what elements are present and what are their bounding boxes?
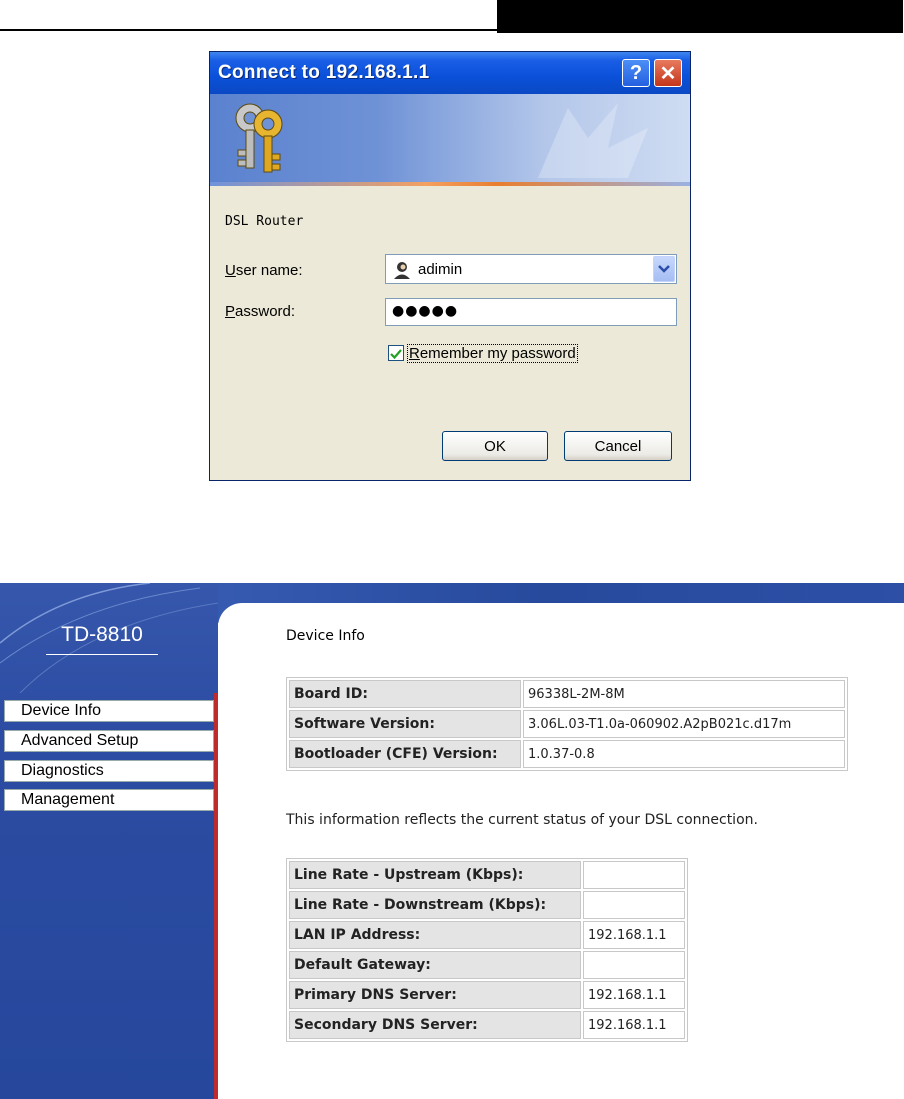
help-button[interactable] — [622, 59, 650, 87]
row-value: 192.168.1.1 — [583, 1011, 685, 1039]
page-title: Device Info — [286, 628, 365, 644]
nav-item-device-info[interactable]: Device Info — [4, 700, 214, 722]
dialog-banner — [210, 94, 690, 184]
table-row — [289, 710, 845, 738]
row-key: Bootloader (CFE) Version: — [289, 740, 521, 768]
router-model-logo: TD-8810 — [61, 623, 143, 646]
row-value: 192.168.1.1 — [583, 921, 685, 949]
row-value — [583, 891, 685, 919]
checkmark-icon — [389, 347, 403, 361]
login-dialog — [209, 51, 691, 481]
dialog-title: Connect to 192.168.1.1 — [218, 62, 430, 83]
table-row — [289, 740, 845, 768]
remember-password-checkbox[interactable] — [388, 345, 404, 361]
banner-accent-line — [210, 182, 690, 186]
password-input[interactable] — [385, 298, 677, 326]
row-key: Line Rate - Downstream (Kbps): — [289, 891, 581, 919]
table-row — [289, 891, 685, 919]
row-value — [583, 951, 685, 979]
row-key: Default Gateway: — [289, 951, 581, 979]
username-dropdown-button[interactable] — [653, 256, 675, 282]
router-sidebar — [0, 583, 218, 1099]
page-header-rule — [0, 29, 500, 31]
help-icon: ? — [629, 61, 643, 84]
keys-icon — [224, 98, 294, 178]
page-header-block — [497, 0, 903, 33]
device-info-table — [286, 677, 848, 771]
cancel-button[interactable]: Cancel — [564, 431, 672, 461]
router-web-page — [0, 583, 904, 1099]
sidebar-red-edge — [214, 693, 218, 1099]
chevron-down-icon — [658, 264, 670, 274]
table-row — [289, 680, 845, 708]
password-label: Password: — [225, 303, 296, 320]
close-button[interactable] — [654, 59, 682, 87]
row-value: 1.0.37-0.8 — [523, 740, 845, 768]
close-icon: ✕ — [659, 62, 677, 85]
dialog-titlebar[interactable] — [210, 52, 690, 94]
row-value: 192.168.1.1 — [583, 981, 685, 1009]
row-value — [583, 861, 685, 889]
row-value: 3.06L.03-T1.0a-060902.A2pB021c.d17m — [523, 710, 845, 738]
password-value: ●●●●● — [392, 303, 459, 319]
username-value: adimin — [418, 261, 463, 278]
row-key: Board ID: — [289, 680, 521, 708]
table-row — [289, 921, 685, 949]
table-row — [289, 861, 685, 889]
remember-password-label[interactable]: Remember my password — [409, 345, 576, 362]
row-key: Software Version: — [289, 710, 521, 738]
row-key: Line Rate - Upstream (Kbps): — [289, 861, 581, 889]
nav-item-advanced-setup[interactable]: Advanced Setup — [4, 730, 214, 752]
nav-item-diagnostics[interactable]: Diagnostics — [4, 760, 214, 782]
row-key: Primary DNS Server: — [289, 981, 581, 1009]
username-combobox[interactable] — [385, 254, 677, 284]
table-row — [289, 951, 685, 979]
watermark-logo — [528, 98, 668, 184]
table-row — [289, 981, 685, 1009]
realm-label: DSL Router — [225, 214, 304, 229]
user-avatar-icon — [392, 260, 412, 280]
table-row — [289, 1011, 685, 1039]
row-key: Secondary DNS Server: — [289, 1011, 581, 1039]
status-description: This information reflects the current status of your DSL connection. — [286, 812, 758, 828]
logo-underline — [46, 654, 158, 655]
row-value: 96338L-2M-8M — [523, 680, 845, 708]
username-label: User name: — [225, 262, 303, 279]
row-key: LAN IP Address: — [289, 921, 581, 949]
connection-status-table — [286, 858, 688, 1042]
nav-item-management[interactable]: Management — [4, 789, 214, 811]
ok-button[interactable]: OK — [442, 431, 548, 461]
